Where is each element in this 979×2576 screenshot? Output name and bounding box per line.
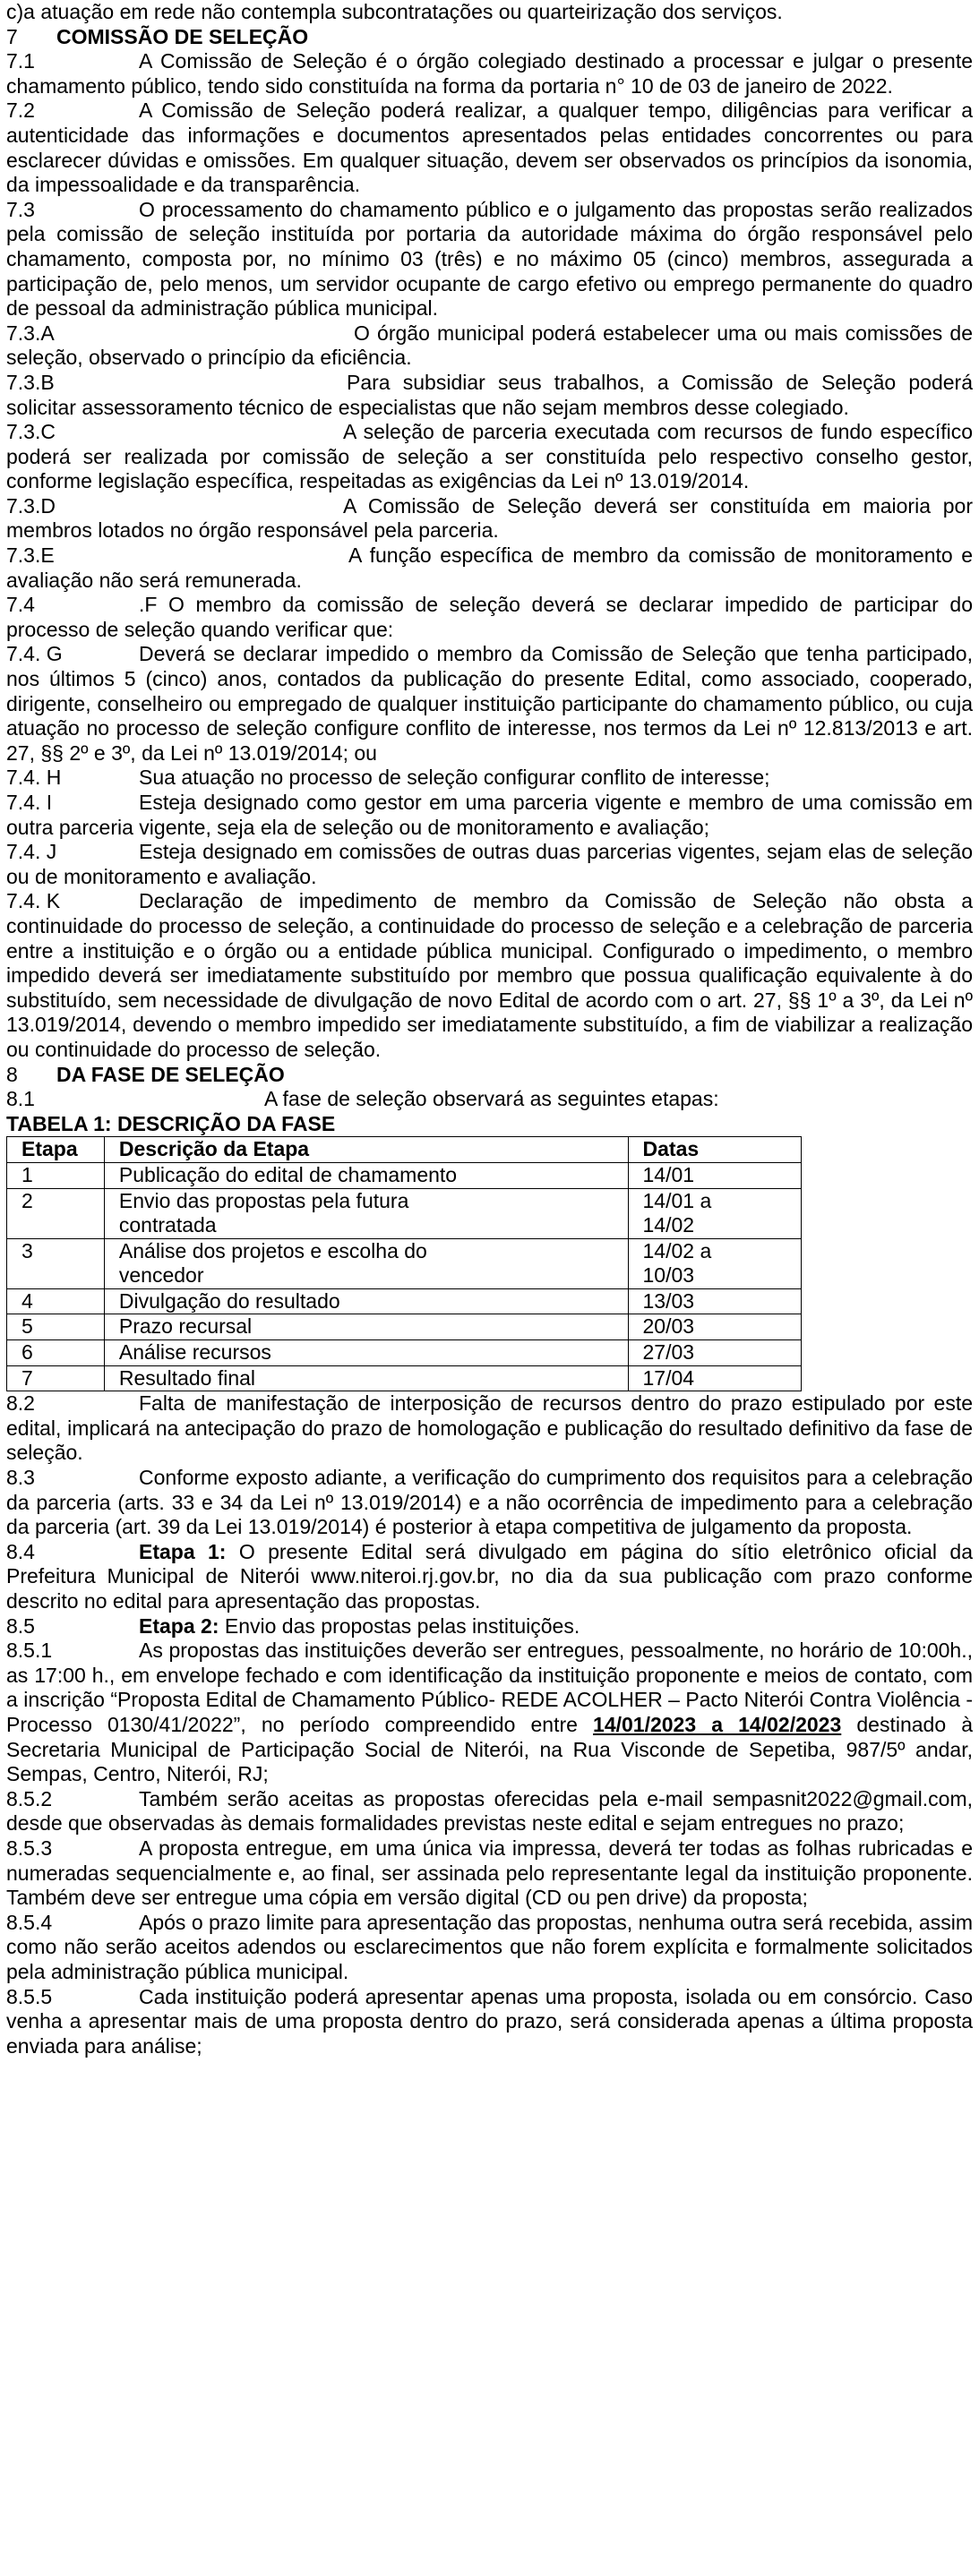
cell-line: 14/01 a xyxy=(642,1188,712,1212)
paragraph-number: 7.4. H xyxy=(6,766,62,790)
paragraph-7-4-j xyxy=(6,840,973,889)
paragraph-text: O processamento do chamamento público e o julgamento das propostas serão realizados pela comissão de seleção instituída por portaria da autoridade máxima do órgão responsável pelo chamamento, composta por, no mínimo 03 (três) e no máximo 05 (cinco) membros, assegurada a participação de, pelo menos, um servidor ocupante de cargo efetivo ou emprego permanente do quadro de pessoal da administração pública municipal. xyxy=(6,197,973,321)
cell-datas xyxy=(628,1365,801,1391)
paragraph-number: 8.1 xyxy=(6,1087,35,1111)
paragraph-number: 8.2 xyxy=(6,1391,35,1416)
cell-line: Envio das propostas pela futura xyxy=(118,1188,409,1212)
paragraph-text: Após o prazo limite para apresentação das propostas, nenhuma outra será recebida, assim como não serão aceitos adendos ou esclarecimentos que não forem explícita e formalmente solicitados pela administração pública municipal. xyxy=(6,1910,973,1983)
paragraph-c: c)a atuação em rede não contempla subcontratações ou quarteirização dos serviços. xyxy=(6,0,783,23)
paragraph-number: 7.3.B xyxy=(6,370,55,394)
cell-etapa: 2 xyxy=(7,1188,105,1238)
header-datas: Datas xyxy=(628,1137,801,1163)
table-title: TABELA 1: DESCRIÇÃO DA FASE xyxy=(6,1111,336,1135)
section-7-heading xyxy=(6,25,973,50)
paragraph-7-3 xyxy=(6,198,973,321)
paragraph-7-3-d xyxy=(6,494,973,543)
paragraph-number: 7.4 xyxy=(6,593,35,617)
paragraph-number: 8.5.5 xyxy=(6,1984,53,2008)
paragraph-number: 7.3.D xyxy=(6,493,56,518)
paragraph-text: Esteja designado como gestor em uma parceria vigente e membro de uma comissão em outra parceria vigente, seja ela de seleção ou de monitoramento e avaliação; xyxy=(6,791,973,839)
cell-line: contratada xyxy=(118,1213,217,1237)
paragraph-number: 7.4. K xyxy=(6,889,61,913)
cell-etapa: 3 xyxy=(7,1238,105,1288)
paragraph-7-2 xyxy=(6,98,973,197)
cell-datas xyxy=(628,1314,801,1340)
stage-label: Etapa 2: xyxy=(139,1613,219,1638)
paragraph-7-1 xyxy=(6,49,973,98)
paragraph-text-a: As propostas das instituições deverão ser entregues, pessoalmente, no horário de 10:00h., as 17:00 h., em envelope fechado e com identificação da instituição proponente e meios de contato, com a inscrição “Proposta Edital de Chamamento Público- REDE ACOLHER – Pacto Niterói Contra Violência - Processo 0130/41/2022”, no período compreendido entre xyxy=(6,1639,973,1736)
paragraph-8-1 xyxy=(6,1087,973,1112)
paragraph-number: 8.5.4 xyxy=(6,1910,53,1934)
paragraph-text: Deverá se declarar impedido o membro da Comissão de Seleção que tenha participado, nos últimos 5 (cinco) anos, contados da publicação do presente Edital, como associado, cooperado, dirigente, conselheiro ou empregado de qualquer instituição participante do chamamento público, ou cuja atuação no processo de seleção configure conflito de interesse, nos termos da Lei nº 12.813/2013 e art. 27, §§ 2º e 3º, da Lei nº 13.019/2014; ou xyxy=(6,642,973,765)
paragraph-7-4-g xyxy=(6,642,973,766)
paragraph-number: 8.5.3 xyxy=(6,1836,53,1860)
paragraph-number: 7.4. I xyxy=(6,791,53,814)
paragraph-text: A Comissão de Seleção é o órgão colegiado destinado a processar e julgar o presente chamamento público, tendo sido constituída na forma da portaria n° 10 de 03 de janeiro de 2022. xyxy=(6,49,973,98)
paragraph-7-3-b xyxy=(6,371,973,420)
paragraph-number: 8.3 xyxy=(6,1466,35,1490)
cell-line: 20/03 xyxy=(642,1314,695,1339)
submission-period: 14/01/2023 a 14/02/2023 xyxy=(593,1712,842,1736)
cell-line: Análise recursos xyxy=(118,1340,271,1365)
stages-table xyxy=(6,1136,802,1391)
paragraph-8-2 xyxy=(6,1391,973,1466)
paragraph-7-4-h xyxy=(6,766,973,791)
cell-etapa: 4 xyxy=(7,1288,105,1314)
section-number: 7 xyxy=(6,24,18,48)
paragraph-7-4-k xyxy=(6,889,973,1062)
cell-datas xyxy=(628,1238,801,1288)
cell-line: 13/03 xyxy=(642,1288,695,1313)
paragraph-number: 7.3.C xyxy=(6,420,56,444)
cell-line: 10/03 xyxy=(642,1263,695,1288)
paragraph-text: O órgão municipal poderá estabelecer uma ou mais comissões de seleção, observado o princípio da eficiência. xyxy=(6,321,973,370)
paragraph-number: 7.2 xyxy=(6,98,35,123)
cell-datas xyxy=(628,1340,801,1366)
paragraph-number: 8.5.2 xyxy=(6,1786,53,1810)
section-title: DA FASE DE SELEÇÃO xyxy=(56,1062,285,1086)
cell-line: 14/02 xyxy=(642,1213,695,1237)
table-row xyxy=(7,1188,802,1238)
paragraph-8-5-5 xyxy=(6,1985,973,2059)
paragraph-7-4 xyxy=(6,593,973,642)
paragraph-number: 8.5.1 xyxy=(6,1639,53,1663)
table-row xyxy=(7,1340,802,1366)
paragraph-number: 7.3.E xyxy=(6,543,55,568)
cell-line: 14/01 xyxy=(642,1162,695,1186)
table-row xyxy=(7,1365,802,1391)
paragraph-number: 8.4 xyxy=(6,1539,35,1563)
table-row xyxy=(7,1288,802,1314)
cell-descricao xyxy=(104,1238,628,1288)
paragraph-7-3-a xyxy=(6,321,973,371)
paragraph-text: A Comissão de Seleção deverá ser constituída em maioria por membros lotados no órgão responsável pela parceria. xyxy=(6,493,973,543)
paragraph-text: .F O membro da comissão de seleção deverá se declarar impedido de participar do processo de seleção quando verificar que: xyxy=(6,593,973,641)
cell-line: Publicação do edital de chamamento xyxy=(118,1162,458,1186)
table-header-row xyxy=(7,1137,802,1163)
cell-line: 14/02 a xyxy=(642,1238,712,1262)
cell-line: 17/04 xyxy=(642,1365,695,1390)
cell-descricao xyxy=(104,1314,628,1340)
paragraph-7-4-i xyxy=(6,791,973,840)
cell-datas xyxy=(628,1188,801,1238)
paragraph-text: Esteja designado em comissões de outras duas parcerias vigentes, sejam elas de seleção ou de monitoramento e avaliação. xyxy=(6,840,973,888)
paragraph-number: 7.4. J xyxy=(6,840,57,864)
paragraph-8-3 xyxy=(6,1466,973,1540)
paragraph-text: Sua atuação no processo de seleção configurar conflito de interesse; xyxy=(139,766,770,790)
paragraph-text: Envio das propostas pelas instituições. xyxy=(219,1613,580,1638)
cell-etapa: 5 xyxy=(7,1314,105,1340)
cell-etapa: 6 xyxy=(7,1340,105,1366)
paragraph-8-5-1 xyxy=(6,1639,973,1787)
header-etapa: Etapa xyxy=(7,1137,105,1163)
cell-descricao xyxy=(104,1188,628,1238)
paragraph-7-3-c xyxy=(6,420,973,494)
paragraph-8-5-4 xyxy=(6,1911,973,1985)
cell-line: Divulgação do resultado xyxy=(118,1288,340,1313)
paragraph-text: Para subsidiar seus trabalhos, a Comissão de Seleção poderá solicitar assessoramento técnico de especialistas que não sejam membros desse colegiado. xyxy=(6,370,973,419)
section-number: 8 xyxy=(6,1062,18,1086)
paragraph-text: A proposta entregue, em uma única via impressa, deverá ter todas as folhas rubricadas e numeradas sequencialmente e, ao final, ser assinada pelo representante legal da instituição proponente. Também deve ser entregue uma cópia em versão digital (CD ou pen drive) da proposta; xyxy=(6,1836,973,1910)
section-8-heading xyxy=(6,1063,973,1088)
paragraph-7-3-e xyxy=(6,543,973,593)
cell-line: Análise dos projetos e escolha do xyxy=(118,1238,427,1262)
section-title: COMISSÃO DE SELEÇÃO xyxy=(56,24,309,48)
paragraph-8-5 xyxy=(6,1614,973,1639)
paragraph-text: Também serão aceitas as propostas oferecidas pela e-mail sempasnit2022@gmail.com, desde que observadas às demais formalidades previstas neste edital e sejam entregues no prazo; xyxy=(6,1786,973,1836)
paragraph-number: 7.3.A xyxy=(6,321,55,345)
cell-descricao xyxy=(104,1340,628,1366)
table-row xyxy=(7,1162,802,1188)
cell-etapa: 1 xyxy=(7,1162,105,1188)
header-descricao: Descrição da Etapa xyxy=(104,1137,628,1163)
cell-descricao xyxy=(104,1365,628,1391)
paragraph-number: 7.1 xyxy=(6,49,35,73)
paragraph-text: A seleção de parceria executada com recursos de fundo específico poderá ser realizada por comissão de seleção a ser constituída pelo respectivo conselho gestor, conforme legislação específica, respeitadas as exigências da Lei nº 13.019/2014. xyxy=(6,420,973,493)
paragraph-text: O presente Edital será divulgado em página do sítio eletrônico oficial da Prefeitura Municipal de Niterói www.niteroi.rj.gov.br, no dia da sua publicação com prazo conforme descrito no edital para apresentação das propostas. xyxy=(6,1539,973,1613)
cell-descricao xyxy=(104,1162,628,1188)
paragraph-number: 7.3 xyxy=(6,197,35,221)
paragraph-8-5-3 xyxy=(6,1836,973,1911)
cell-etapa: 7 xyxy=(7,1365,105,1391)
paragraph-text: Falta de manifestação de interposição de recursos dentro do prazo estipulado por este edital, implicará na antecipação do prazo de homologação e publicação do resultado definitivo da fase de seleção. xyxy=(6,1391,973,1465)
paragraph-8-5-2 xyxy=(6,1787,973,1836)
table-row xyxy=(7,1314,802,1340)
paragraph-text: Declaração de impedimento de membro da Comissão de Seleção não obsta a continuidade do processo de seleção, a continuidade do processo de seleção e a celebração de parceria entre a instituição e o órgão ou a entidade pública municipal. Configurado o impedimento, o membro impedido deverá ser imediatamente substituído por membro que possua qualificação equivalente à do substituído, sem necessidade de divulgação de novo Edital de acordo com o art. 27, §§ 1º a 3º, da Lei nº 13.019/2014, devendo o membro impedido ser imediatamente substituído, a fim de viabilizar a realização ou continuidade do processo de seleção. xyxy=(6,889,973,1061)
paragraph-8-4 xyxy=(6,1540,973,1614)
paragraph-number: 7.4. G xyxy=(6,642,63,666)
paragraph-number: 8.5 xyxy=(6,1613,35,1638)
paragraph-text: Cada instituição poderá apresentar apenas uma proposta, isolada ou em consórcio. Caso venha a apresentar mais de uma proposta dentro do prazo, será considerada apenas a última proposta enviada para análise; xyxy=(6,1984,973,2058)
cell-descricao xyxy=(104,1288,628,1314)
cell-line: vencedor xyxy=(118,1263,204,1288)
cell-line: Prazo recursal xyxy=(118,1314,253,1339)
paragraph-text-b: destinado à Secretaria Municipal de Participação Social de Niterói, na Rua Visconde de Sepetiba, 987/5º andar, Sempas, Centro, Niterói, RJ; xyxy=(6,1712,974,1786)
cell-line: Resultado final xyxy=(118,1365,256,1390)
cell-line: 27/03 xyxy=(642,1340,695,1365)
paragraph-text: A fase de seleção observará as seguintes etapas: xyxy=(264,1087,719,1111)
cell-datas xyxy=(628,1162,801,1188)
paragraph-text: A Comissão de Seleção poderá realizar, a qualquer tempo, diligências para verificar a autenticidade das informações e documentos apresentados pelas entidades concorrentes ou para esclarecer dúvidas e omissões. Em qualquer situação, devem ser observados os princípios da isonomia, da impessoalidade e da transparência. xyxy=(6,98,973,197)
table-row xyxy=(7,1238,802,1288)
paragraph-text: A função específica de membro da comissão de monitoramento e avaliação não será remunerada. xyxy=(6,543,973,592)
cell-datas xyxy=(628,1288,801,1314)
paragraph-text: Conforme exposto adiante, a verificação do cumprimento dos requisitos para a celebração da parceria (arts. 33 e 34 da Lei nº 13.019/2014) e a não ocorrência de impedimento para a celebração da parceria (art. 39 da Lei 13.019/2014) é posterior à etapa competitiva de julgamento da proposta. xyxy=(6,1466,973,1539)
stage-label: Etapa 1: xyxy=(139,1539,227,1563)
